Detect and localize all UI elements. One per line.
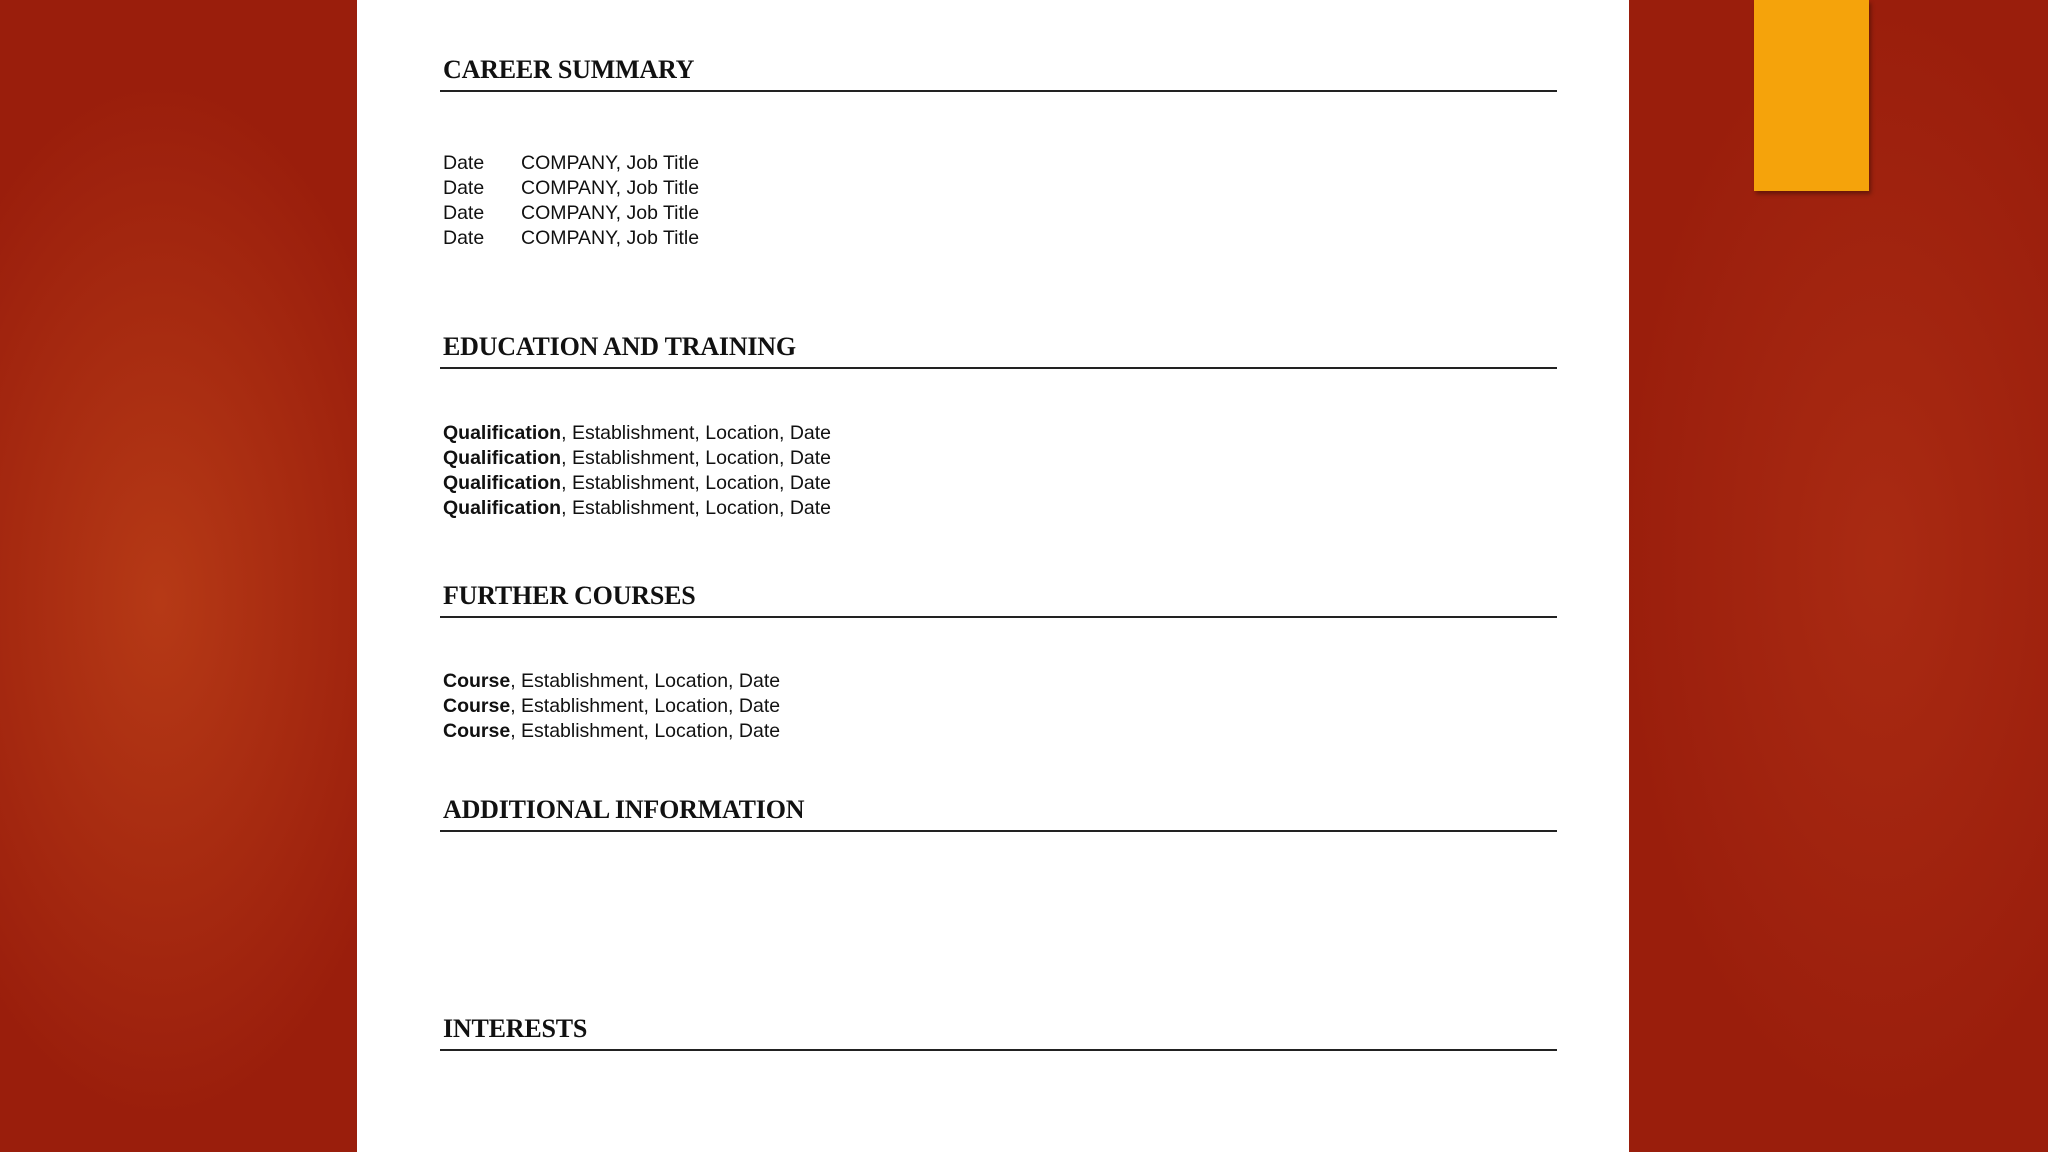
course-label: Course	[443, 670, 511, 692]
resume-page	[357, 0, 1629, 1152]
qualification-details: , Establishment, Location, Date	[561, 422, 832, 444]
entry-date: Date	[443, 177, 485, 199]
section-title: EDUCATION AND TRAINING	[443, 332, 796, 361]
career-summary-header	[440, 54, 1557, 92]
education-list	[443, 421, 831, 521]
qualification-details: , Establishment, Location, Date	[561, 497, 832, 519]
entry-date: Date	[443, 227, 485, 249]
course-details: , Establishment, Location, Date	[510, 695, 781, 717]
section-title: CAREER SUMMARY	[443, 55, 695, 84]
further-courses-header	[440, 580, 1557, 618]
career-entry	[443, 226, 699, 251]
qualification-label: Qualification	[443, 447, 562, 469]
course-label: Course	[443, 695, 511, 717]
qualification-label: Qualification	[443, 497, 562, 519]
entry-company-title: COMPANY, Job Title	[521, 202, 700, 224]
section-title: INTERESTS	[443, 1014, 588, 1043]
entry-company-title: COMPANY, Job Title	[521, 152, 700, 174]
entry-company-title: COMPANY, Job Title	[521, 227, 700, 249]
section-divider	[440, 90, 1557, 92]
qualification-label: Qualification	[443, 422, 562, 444]
education-entry	[443, 471, 831, 496]
education-entry	[443, 496, 831, 521]
career-entry	[443, 151, 699, 176]
career-summary-list	[443, 151, 699, 251]
section-divider	[440, 616, 1557, 618]
section-title: ADDITIONAL INFORMATION	[443, 795, 805, 824]
additional-information-header	[440, 794, 1557, 832]
entry-date: Date	[443, 152, 485, 174]
qualification-details: , Establishment, Location, Date	[561, 447, 832, 469]
interests-header	[440, 1013, 1557, 1051]
qualification-details: , Establishment, Location, Date	[561, 472, 832, 494]
career-entry	[443, 176, 699, 201]
section-divider	[440, 367, 1557, 369]
education-entry	[443, 446, 831, 471]
course-entry	[443, 719, 780, 744]
section-divider	[440, 830, 1557, 832]
course-label: Course	[443, 720, 511, 742]
section-divider	[440, 1049, 1557, 1051]
education-header	[440, 331, 1557, 369]
courses-list	[443, 669, 780, 744]
entry-company-title: COMPANY, Job Title	[521, 177, 700, 199]
qualification-label: Qualification	[443, 472, 562, 494]
section-title: FURTHER COURSES	[443, 581, 696, 610]
course-entry	[443, 669, 780, 694]
course-details: , Establishment, Location, Date	[510, 720, 781, 742]
career-entry	[443, 201, 699, 226]
entry-date: Date	[443, 202, 485, 224]
course-details: , Establishment, Location, Date	[510, 670, 781, 692]
education-entry	[443, 421, 831, 446]
course-entry	[443, 694, 780, 719]
accent-tab	[1754, 0, 1869, 191]
